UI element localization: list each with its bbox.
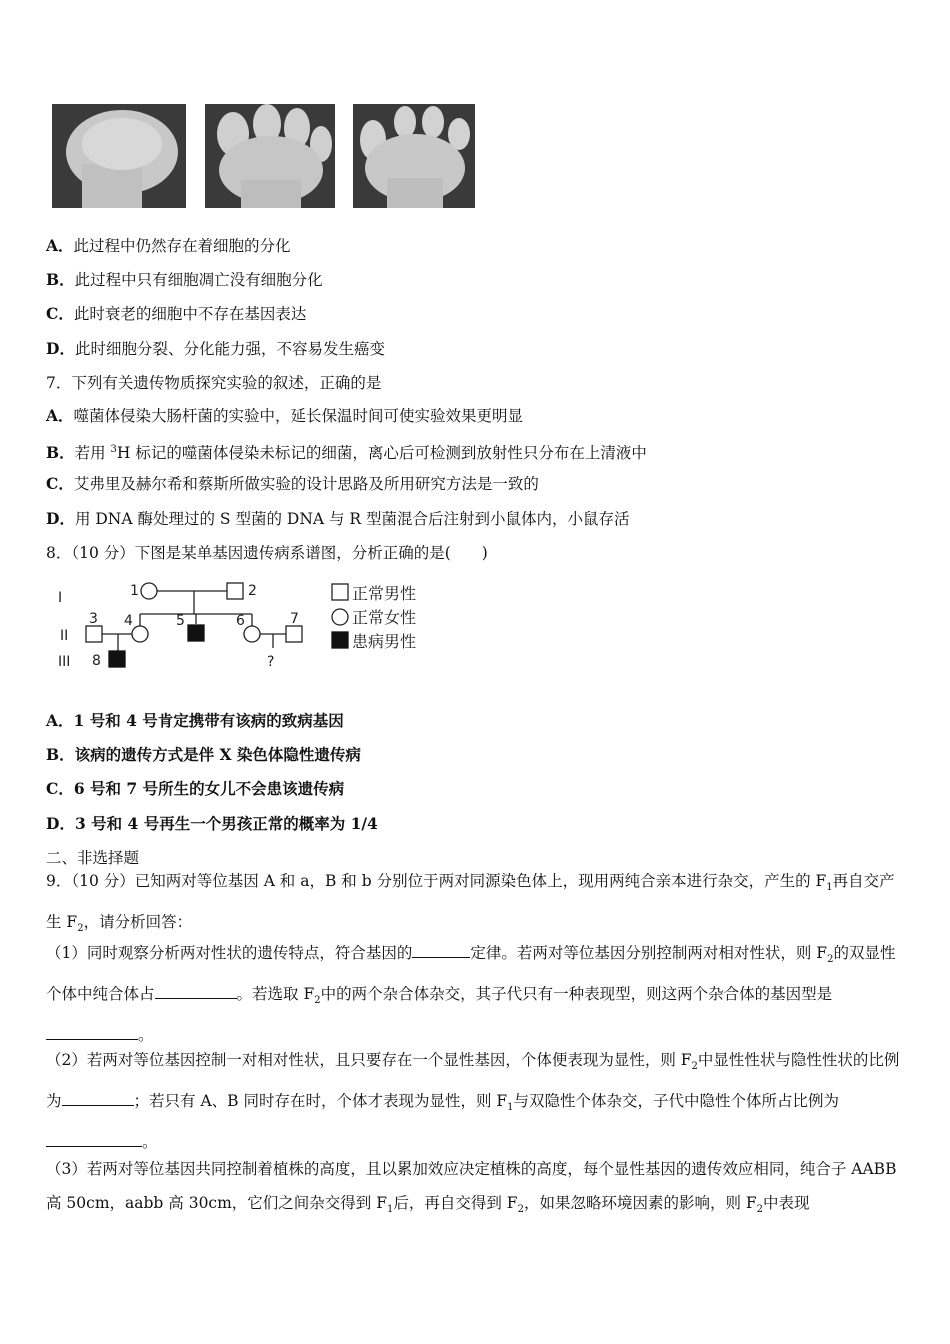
answer-blank-4[interactable] bbox=[62, 1089, 134, 1106]
gen-label-i: I bbox=[58, 590, 63, 606]
individual-2 bbox=[227, 583, 243, 599]
individual-5 bbox=[188, 625, 204, 641]
legend-normal-female: 正常女性 bbox=[352, 608, 417, 627]
pedigree-chart bbox=[56, 578, 436, 682]
answer-blank-2[interactable] bbox=[155, 982, 237, 999]
q6-option-a: A．此过程中仍然存在着细胞的分化 bbox=[46, 236, 291, 255]
answer-blank-1[interactable] bbox=[412, 941, 470, 958]
q9-part-3: （3）若两对等位基因共同控制着植株的高度，且以累加效应决定植株的高度，每个显性基因的遗传效应相同，纯合子 AABB 高 50cm，aabb 高 30cm，它们之间杂交得到 $F_1$后，再自交得到 $F_2$，如果忽略环境因素的影响，则 $F_2$中表现 bbox=[46, 1160, 897, 1216]
q7-stem: 7．下列有关遗传物质探究实验的叙述，正确的是 bbox=[46, 374, 382, 392]
id-4: 4 bbox=[124, 613, 133, 629]
q8-option-a: A．1 号和 4 号肯定携带有该病的致病基因 bbox=[46, 711, 344, 730]
q7-option-c: C．艾弗里及赫尔希和蔡斯所做实验的设计思路及所用研究方法是一致的 bbox=[46, 474, 539, 493]
id-7: 7 bbox=[290, 611, 299, 627]
q8-option-b: B．该病的遗传方式是伴 X 染色体隐性遗传病 bbox=[46, 745, 361, 764]
individual-6 bbox=[244, 626, 260, 642]
q9-stem: 9．（10 分）已知两对等位基因 A 和 a，B 和 b 分别位于两对同源染色体上，现用两纯合亲本进行杂交，产生的 $F_1$再自交产生 $F_2$，请分析回答： bbox=[46, 872, 895, 935]
q6-option-b: B．此过程中只有细胞凋亡没有细胞分化 bbox=[46, 270, 323, 289]
q8-stem: 8．（10 分）下图是某单基因遗传病系谱图，分析正确的是( ) bbox=[46, 544, 488, 562]
photo-paddle-hand bbox=[52, 104, 186, 208]
q6-option-c: C．此时衰老的细胞中不存在基因表达 bbox=[46, 304, 307, 323]
id-3: 3 bbox=[89, 611, 98, 627]
q9-part-2: （2）若两对等位基因控制一对相对性状，且只要存在一个显性基因，个体便表现为显性，则 $F_2$中显性性状与隐性性状的比例为 ；若只有 A、B 同时存在时，个体才表现为显性，则 $F_1$与双隐性个体杂交，子代中隐性个体所占比例为。 bbox=[46, 1051, 900, 1152]
answer-blank-3[interactable] bbox=[46, 1023, 138, 1040]
id-5: 5 bbox=[176, 613, 185, 629]
legend-normal-female-icon bbox=[332, 609, 348, 625]
id-unknown: ? bbox=[267, 654, 275, 670]
individual-1 bbox=[141, 583, 157, 599]
q9-part-1: （1）同时观察分析两对性状的遗传特点，符合基因的 定律。若两对等位基因分别控制两对相对性状，则 $F_2$的双显性个体中纯合体占 。若选取 $F_2$中的两个杂合体杂交，其子代只有一种表现型，则这两个杂合体的基因型是。 bbox=[46, 936, 908, 1052]
id-6: 6 bbox=[236, 613, 245, 629]
legend-affected-male-icon bbox=[332, 632, 348, 648]
legend-normal-male-icon bbox=[332, 584, 348, 600]
q7-option-d: D．用 DNA 酶处理过的 S 型菌的 DNA 与 R 型菌混合后注射到小鼠体内，小鼠存活 bbox=[46, 509, 630, 528]
photo-fingered-hand bbox=[353, 104, 475, 208]
photo-webbed-hand bbox=[205, 104, 335, 208]
q8-option-d: D．3 号和 4 号再生一个男孩正常的概率为 1/4 bbox=[46, 814, 378, 833]
id-1: 1 bbox=[130, 583, 139, 599]
legend-affected-male: 患病男性 bbox=[352, 632, 417, 651]
q7-option-a: A．噬菌体侵染大肠杆菌的实验中，延长保温时间可使实验效果更明显 bbox=[46, 406, 524, 425]
answer-blank-5[interactable] bbox=[46, 1130, 142, 1147]
gen-label-ii: II bbox=[60, 628, 69, 644]
individual-8 bbox=[109, 651, 125, 667]
legend-normal-male: 正常男性 bbox=[352, 584, 417, 603]
q6-option-d: D．此时细胞分裂、分化能力强，不容易发生癌变 bbox=[46, 339, 385, 358]
q7-option-b: B．若用 $^3$H 标记的噬菌体侵染未标记的细菌，离心后可检测到放射性只分布在上清液中 bbox=[46, 443, 647, 463]
individual-3 bbox=[86, 626, 102, 642]
section-heading: 二、非选择题 bbox=[46, 849, 140, 867]
q8-option-c: C．6 号和 7 号所生的女儿不会患该遗传病 bbox=[46, 779, 345, 798]
id-8: 8 bbox=[92, 653, 101, 669]
gen-label-iii: III bbox=[58, 654, 71, 670]
id-2: 2 bbox=[248, 583, 257, 599]
individual-7 bbox=[286, 626, 302, 642]
individual-4 bbox=[132, 626, 148, 642]
